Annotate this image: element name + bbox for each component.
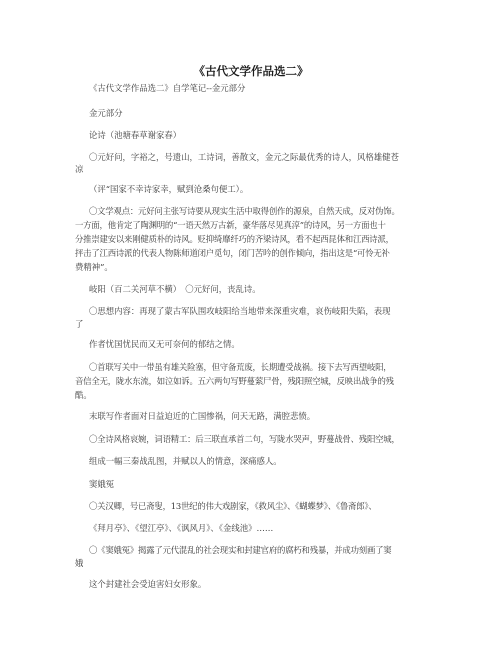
paragraph-line: 了 (75, 319, 84, 329)
document-title: 《古代文学作品选二》 (193, 64, 309, 78)
paragraph-line: 组成一幅三秦战乱图，并赋以人的情意，深痛感人。 (89, 456, 282, 466)
paragraph-line: 分推崇建安以来刚健质朴的诗风。贬抑绮靡纤巧的齐梁诗风，看不起西昆体和江西诗派， (75, 234, 394, 244)
subtitle-line: 《古代文学作品选二》自学笔记--金元部分 (89, 83, 246, 93)
poem-heading: 论诗（池塘春草谢家春） (89, 130, 182, 140)
paragraph-line: 费精神”。 (75, 262, 113, 272)
paragraph-line: 末联写作者面对日益迫近的亡国惨祸，问天无路，满腔悲愤。 (89, 411, 316, 421)
paragraph-line: 〇思想内容：再现了蒙古军队围攻岐阳给当地带来深重灾难，哀伤岐阳失陷，表现 (89, 306, 391, 316)
paragraph-line: 凉 (75, 164, 84, 174)
paragraph-line: 一方面，他肯定了陶渊明的“一语天然万古新，豪华落尽见真淳”的诗风，另一方面也十 (75, 220, 386, 230)
paragraph-line: 〇首联写关中一带虽有雄关险塞，但守备荒废，长期遭受战祸。接下去写西望岐阳， (89, 362, 392, 372)
poem-heading: 岐阳（百二关河草不横） 〇元好问，丧乱诗。 (89, 284, 261, 294)
paragraph-line: 这个封建社会受迫害妇女形象。 (89, 579, 207, 589)
paragraph-line: 音信全无，陇水东流，如泣如诉。五六两句写野蔓萦尸骨，残阳照空城，反映出战争的残 (75, 376, 394, 386)
paragraph-line: 〇全诗风格哀婉，词语精工：后三联直承首二句，写陇水哭声，野蔓战骨、残阳空城， (89, 434, 400, 444)
paragraph-line: 〇元好问，字裕之，号遗山，工诗词，善散文，金元之际最优秀的诗人，风格雄健苍 (89, 152, 399, 162)
play-heading: 窦娥冤 (89, 479, 115, 489)
paragraph-line: （评“国家不幸诗家幸，赋到沧桑句便工）。 (89, 184, 249, 194)
paragraph-line: 娥 (75, 558, 84, 568)
paragraph-line: 酷。 (75, 390, 92, 400)
paragraph-line: 作者忧国忧民而又无可奈何的郁结之情。 (89, 339, 240, 349)
paragraph-line: 〇《窦娥冤》揭露了元代混乱的社会现实和封建官府的腐朽和残暴，并成功刻画了窦 (89, 545, 392, 555)
paragraph-line: 《拜月亭》、《望江亭》、《讽风月》、《金线池》…… (89, 523, 274, 533)
paragraph-line: 〇文学观点：元好问主张写诗要从现实生活中取得创作的源泉，自然天成，反对伪饰。 (89, 206, 400, 216)
paragraph-line: 抨击了江西诗派的代表人物陈师道闭户觅句，闭门苦吟的创作倾向，指出这是“可怜无补 (75, 248, 390, 258)
paragraph-line: 〇关汉卿，号已斋叟，13世纪的伟大戏剧家，《救风尘》、《蝴蝶梦》、《鲁斋郎》、 (89, 501, 377, 511)
section-heading: 金元部分 (89, 108, 123, 118)
